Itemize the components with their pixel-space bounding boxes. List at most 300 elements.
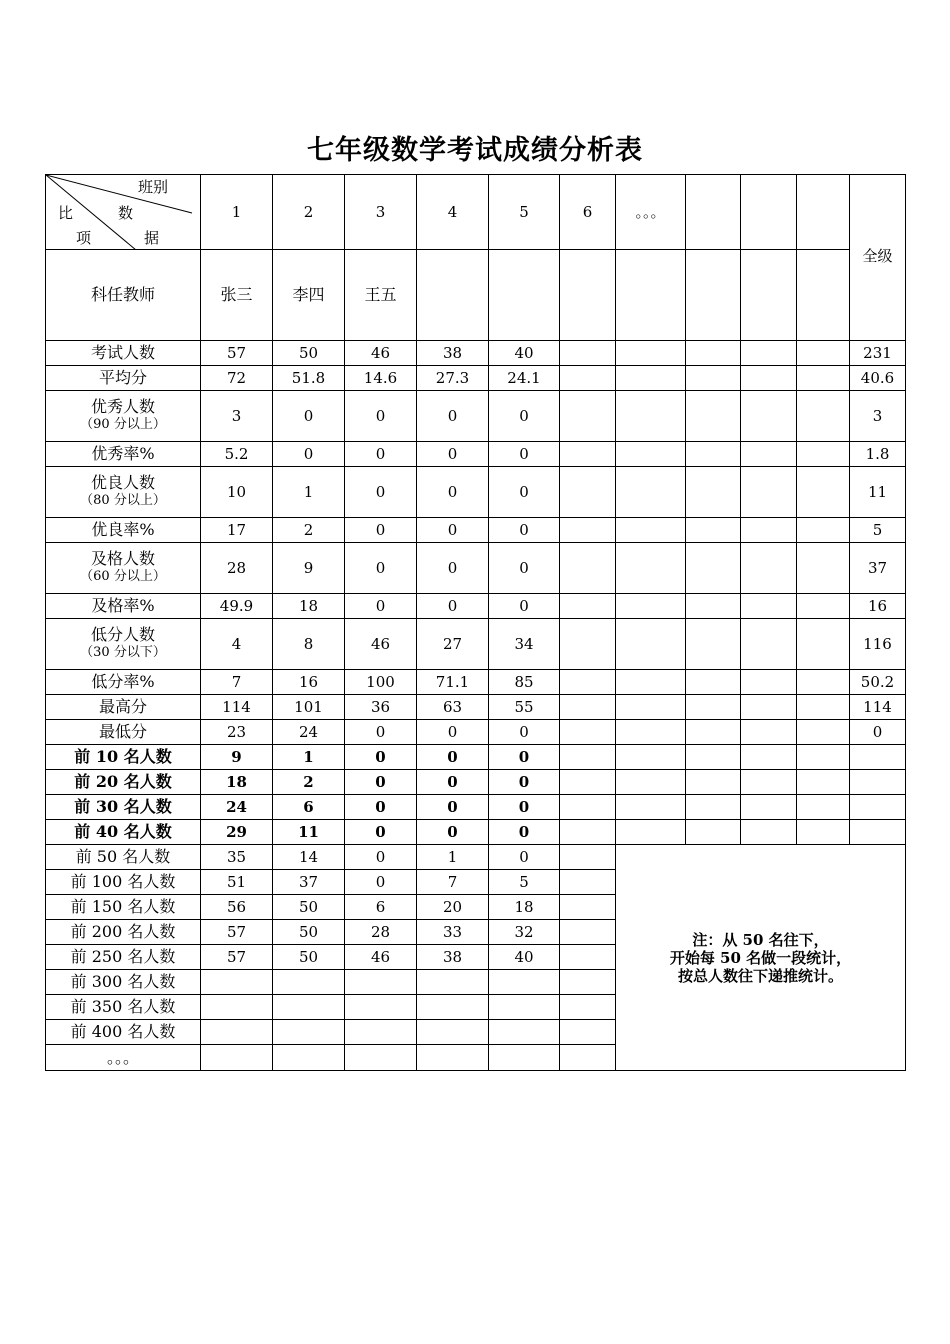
teacher-row [46, 250, 906, 341]
value-cell: 1 [273, 745, 345, 770]
stat-row [46, 594, 906, 619]
empty-cell [686, 467, 741, 518]
value-cell: 3 [201, 391, 273, 442]
empty-cell [797, 820, 850, 845]
empty-cell [741, 795, 797, 820]
empty-cell [686, 720, 741, 745]
value-cell: 6 [273, 795, 345, 820]
empty-cell [741, 770, 797, 795]
stat-row [46, 467, 906, 518]
value-cell: 0 [345, 594, 417, 619]
empty-cell [741, 543, 797, 594]
teacher-cell [741, 250, 797, 341]
empty-cell [560, 845, 616, 870]
row-label [46, 695, 201, 720]
value-cell: 40 [489, 341, 560, 366]
top-rank-row [46, 820, 906, 845]
grade-total-cell: 3 [850, 391, 906, 442]
empty-cell [560, 995, 616, 1020]
value-cell: 38 [417, 341, 489, 366]
empty-cell [686, 619, 741, 670]
empty-cell [686, 820, 741, 845]
empty-cell [741, 442, 797, 467]
empty-cell [560, 945, 616, 970]
stat-row [46, 720, 906, 745]
value-cell: 0 [489, 442, 560, 467]
row-label [46, 442, 201, 467]
empty-cell [616, 543, 686, 594]
value-cell: 14 [273, 845, 345, 870]
value-cell: 35 [201, 845, 273, 870]
empty-cell [616, 366, 686, 391]
value-cell: 33 [417, 920, 489, 945]
class-8-header [686, 175, 741, 250]
empty-cell [560, 543, 616, 594]
stat-row [46, 518, 906, 543]
value-cell: 0 [345, 795, 417, 820]
value-cell: 8 [273, 619, 345, 670]
empty-cell [741, 366, 797, 391]
class-5-header: 5 [489, 175, 560, 250]
empty-cell [616, 745, 686, 770]
value-cell: 18 [489, 895, 560, 920]
row-label: 前 100 名人数 [46, 870, 201, 895]
row-label-text: 及格率% [91, 596, 155, 615]
note-line2: 开始每 50 名做一段统计， [669, 948, 852, 967]
empty-cell [741, 619, 797, 670]
stat-row [46, 366, 906, 391]
teacher-cell [797, 250, 850, 341]
grade-total-cell: 0 [850, 720, 906, 745]
empty-cell [686, 543, 741, 594]
empty-cell [686, 341, 741, 366]
value-cell: 50 [273, 895, 345, 920]
grade-total-cell: 231 [850, 341, 906, 366]
value-cell [201, 970, 273, 995]
empty-cell [686, 670, 741, 695]
empty-cell [741, 594, 797, 619]
empty-cell [616, 391, 686, 442]
value-cell: 0 [417, 467, 489, 518]
grade-total-cell: 40.6 [850, 366, 906, 391]
row-label-text: 最高分 [98, 697, 147, 716]
value-cell: 46 [345, 341, 417, 366]
row-label [46, 720, 201, 745]
value-cell: 27.3 [417, 366, 489, 391]
value-cell: 5 [489, 870, 560, 895]
value-cell: 16 [273, 670, 345, 695]
value-cell: 18 [273, 594, 345, 619]
value-cell [417, 995, 489, 1020]
diag-label-bi: 比 [58, 204, 74, 222]
value-cell: 72 [201, 366, 273, 391]
value-cell: 9 [273, 543, 345, 594]
value-cell: 40 [489, 945, 560, 970]
empty-cell [797, 366, 850, 391]
value-cell: 7 [417, 870, 489, 895]
class-2-header: 2 [273, 175, 345, 250]
value-cell: 57 [201, 945, 273, 970]
value-cell: 0 [489, 594, 560, 619]
empty-cell [560, 619, 616, 670]
teacher-cell: 张三 [201, 250, 273, 341]
value-cell: 14.6 [345, 366, 417, 391]
value-cell: 27 [417, 619, 489, 670]
value-cell: 28 [201, 543, 273, 594]
value-cell: 0 [489, 518, 560, 543]
grade-total-header: 全级 [850, 175, 906, 341]
value-cell: 36 [345, 695, 417, 720]
row-label-text: 平均分 [98, 368, 147, 387]
value-cell: 57 [201, 341, 273, 366]
empty-cell [560, 391, 616, 442]
value-cell [273, 1045, 345, 1071]
value-cell: 46 [345, 619, 417, 670]
row-label-sub: （80 分以上） [80, 493, 166, 508]
value-cell: 100 [345, 670, 417, 695]
value-cell: 0 [345, 442, 417, 467]
empty-cell [560, 895, 616, 920]
empty-cell [560, 745, 616, 770]
empty-cell [686, 795, 741, 820]
class-3-header: 3 [345, 175, 417, 250]
row-label-text: 考试人数 [90, 343, 155, 362]
header-row [46, 175, 906, 250]
row-label [46, 594, 201, 619]
row-label-text: 低分人数 [90, 625, 155, 644]
value-cell: 7 [201, 670, 273, 695]
empty-cell [616, 341, 686, 366]
empty-cell [560, 695, 616, 720]
row-label: 前 200 名人数 [46, 920, 201, 945]
row-label-text: 优良率% [91, 520, 155, 539]
diag-label-class: 班别 [138, 178, 169, 196]
value-cell: 11 [273, 820, 345, 845]
class-10-header [797, 175, 850, 250]
value-cell: 0 [489, 467, 560, 518]
empty-cell [741, 391, 797, 442]
value-cell: 51.8 [273, 366, 345, 391]
value-cell: 0 [489, 543, 560, 594]
value-cell: 0 [417, 745, 489, 770]
empty-cell [560, 820, 616, 845]
grade-total-cell: 1.8 [850, 442, 906, 467]
empty-cell [741, 341, 797, 366]
teacher-cell: 王五 [345, 250, 417, 341]
empty-cell [797, 391, 850, 442]
value-cell: 0 [489, 845, 560, 870]
value-cell: 0 [489, 820, 560, 845]
empty-cell [560, 720, 616, 745]
grade-total-cell: 116 [850, 619, 906, 670]
value-cell [489, 995, 560, 1020]
empty-cell [560, 770, 616, 795]
class-9-header [741, 175, 797, 250]
row-label [46, 366, 201, 391]
value-cell: 57 [201, 920, 273, 945]
top-rank-row [46, 745, 906, 770]
empty-cell [797, 543, 850, 594]
value-cell: 29 [201, 820, 273, 845]
value-cell [201, 1045, 273, 1071]
value-cell: 34 [489, 619, 560, 670]
value-cell [489, 1020, 560, 1045]
value-cell: 0 [417, 442, 489, 467]
value-cell: 0 [417, 518, 489, 543]
value-cell [417, 1020, 489, 1045]
empty-cell [686, 745, 741, 770]
value-cell [489, 1045, 560, 1071]
value-cell: 0 [345, 820, 417, 845]
empty-cell [686, 391, 741, 442]
empty-cell [797, 442, 850, 467]
value-cell [417, 970, 489, 995]
value-cell: 0 [345, 391, 417, 442]
value-cell [273, 1020, 345, 1045]
row-label: 前 350 名人数 [46, 995, 201, 1020]
empty-cell [797, 720, 850, 745]
value-cell: 5.2 [201, 442, 273, 467]
empty-cell [850, 745, 906, 770]
row-label [46, 341, 201, 366]
value-cell: 2 [273, 518, 345, 543]
value-cell [345, 995, 417, 1020]
empty-cell [560, 594, 616, 619]
empty-cell [741, 467, 797, 518]
empty-cell [741, 745, 797, 770]
rank-row [46, 845, 906, 870]
empty-cell [797, 670, 850, 695]
row-label-text: 优秀人数 [90, 397, 155, 416]
empty-cell [741, 695, 797, 720]
value-cell: 56 [201, 895, 273, 920]
value-cell: 0 [417, 543, 489, 594]
empty-cell [797, 467, 850, 518]
row-label [46, 391, 201, 442]
value-cell: 63 [417, 695, 489, 720]
row-label-text: 低分率% [91, 672, 155, 691]
value-cell: 114 [201, 695, 273, 720]
value-cell: 9 [201, 745, 273, 770]
diag-label-ju: 据 [144, 229, 160, 247]
value-cell [489, 970, 560, 995]
value-cell [345, 970, 417, 995]
value-cell: 17 [201, 518, 273, 543]
stat-row [46, 619, 906, 670]
empty-cell [741, 720, 797, 745]
value-cell: 0 [417, 391, 489, 442]
value-cell: 0 [489, 720, 560, 745]
empty-cell [797, 518, 850, 543]
empty-cell [560, 670, 616, 695]
row-label [46, 619, 201, 670]
stat-row [46, 543, 906, 594]
empty-cell [616, 467, 686, 518]
teacher-cell [616, 250, 686, 341]
empty-cell [560, 341, 616, 366]
value-cell [345, 1045, 417, 1071]
value-cell [201, 1020, 273, 1045]
row-label-text: 最低分 [98, 722, 147, 741]
class-1-header: 1 [201, 175, 273, 250]
empty-cell [741, 820, 797, 845]
value-cell: 0 [417, 720, 489, 745]
value-cell: 0 [345, 543, 417, 594]
empty-cell [560, 795, 616, 820]
value-cell: 4 [201, 619, 273, 670]
value-cell: 1 [417, 845, 489, 870]
empty-cell [616, 695, 686, 720]
teacher-cell [686, 250, 741, 341]
value-cell: 0 [345, 845, 417, 870]
value-cell: 0 [417, 770, 489, 795]
value-cell: 0 [489, 745, 560, 770]
diag-label-shu: 数 [118, 204, 134, 222]
empty-cell [560, 870, 616, 895]
value-cell: 101 [273, 695, 345, 720]
row-label: 前 250 名人数 [46, 945, 201, 970]
value-cell: 85 [489, 670, 560, 695]
note-line3: 按总人数往下递推统计。 [677, 966, 843, 985]
note-line1: 注：从 50 名往下， [692, 930, 829, 949]
empty-cell [741, 670, 797, 695]
row-label-sub: （90 分以上） [80, 417, 166, 432]
value-cell: 0 [489, 795, 560, 820]
empty-cell [686, 594, 741, 619]
row-label: 前 40 名人数 [46, 820, 201, 845]
stat-row [46, 391, 906, 442]
row-label: 前 20 名人数 [46, 770, 201, 795]
table-body [46, 175, 906, 1071]
empty-cell [616, 720, 686, 745]
row-label-sub: （60 分以上） [80, 569, 166, 584]
empty-cell [560, 920, 616, 945]
stat-row [46, 442, 906, 467]
row-label [46, 670, 201, 695]
grade-total-cell: 11 [850, 467, 906, 518]
empty-cell [616, 770, 686, 795]
value-cell: 20 [417, 895, 489, 920]
class-4-header: 4 [417, 175, 489, 250]
value-cell: 28 [345, 920, 417, 945]
empty-cell [560, 442, 616, 467]
row-label [46, 467, 201, 518]
value-cell: 18 [201, 770, 273, 795]
row-label: 。。。 [46, 1045, 201, 1071]
grade-total-cell: 114 [850, 695, 906, 720]
empty-cell [616, 670, 686, 695]
value-cell: 6 [345, 895, 417, 920]
score-analysis-table [45, 174, 906, 1071]
empty-cell [560, 518, 616, 543]
value-cell: 0 [273, 442, 345, 467]
row-label-text: 优秀率% [91, 444, 155, 463]
value-cell: 24 [201, 795, 273, 820]
empty-cell [797, 341, 850, 366]
empty-cell [797, 795, 850, 820]
empty-cell [850, 795, 906, 820]
value-cell: 51 [201, 870, 273, 895]
empty-cell [616, 619, 686, 670]
page-title: 七年级数学考试成绩分析表 [307, 135, 643, 166]
value-cell: 71.1 [417, 670, 489, 695]
grade-total-cell: 50.2 [850, 670, 906, 695]
grade-total-cell: 37 [850, 543, 906, 594]
empty-cell [560, 970, 616, 995]
value-cell: 24 [273, 720, 345, 745]
row-label [46, 543, 201, 594]
row-label: 前 30 名人数 [46, 795, 201, 820]
value-cell: 1 [273, 467, 345, 518]
empty-cell [686, 695, 741, 720]
value-cell: 50 [273, 341, 345, 366]
teacher-cell [489, 250, 560, 341]
empty-cell [616, 820, 686, 845]
value-cell: 46 [345, 945, 417, 970]
empty-cell [616, 518, 686, 543]
top-rank-row [46, 795, 906, 820]
value-cell: 0 [345, 770, 417, 795]
class-6-header: 6 [560, 175, 616, 250]
value-cell [273, 970, 345, 995]
value-cell: 0 [345, 870, 417, 895]
row-label-sub: （30 分以下） [80, 645, 166, 660]
row-label: 前 300 名人数 [46, 970, 201, 995]
empty-cell [686, 518, 741, 543]
empty-cell [616, 442, 686, 467]
empty-cell [850, 820, 906, 845]
value-cell: 0 [345, 720, 417, 745]
teacher-cell [560, 250, 616, 341]
value-cell: 50 [273, 920, 345, 945]
empty-cell [797, 770, 850, 795]
empty-cell [686, 770, 741, 795]
value-cell [273, 995, 345, 1020]
stat-row [46, 341, 906, 366]
empty-cell [560, 467, 616, 518]
stat-row [46, 670, 906, 695]
empty-cell [686, 442, 741, 467]
grade-total-cell: 16 [850, 594, 906, 619]
value-cell: 23 [201, 720, 273, 745]
value-cell: 0 [345, 745, 417, 770]
row-label [46, 518, 201, 543]
value-cell: 0 [345, 467, 417, 518]
empty-cell [616, 795, 686, 820]
empty-cell [560, 1020, 616, 1045]
row-label-text: 及格人数 [90, 549, 155, 568]
empty-cell [797, 695, 850, 720]
empty-cell [616, 594, 686, 619]
value-cell: 0 [417, 795, 489, 820]
value-cell: 24.1 [489, 366, 560, 391]
value-cell: 37 [273, 870, 345, 895]
value-cell: 2 [273, 770, 345, 795]
value-cell [345, 1020, 417, 1045]
teacher-row-label: 科任教师 [46, 250, 201, 341]
grade-total-cell: 5 [850, 518, 906, 543]
value-cell: 0 [417, 820, 489, 845]
teacher-cell [417, 250, 489, 341]
empty-cell [797, 594, 850, 619]
teacher-cell: 李四 [273, 250, 345, 341]
empty-cell [797, 745, 850, 770]
empty-cell [686, 366, 741, 391]
empty-cell [560, 1045, 616, 1071]
top-rank-row [46, 770, 906, 795]
row-label: 前 400 名人数 [46, 1020, 201, 1045]
empty-cell [741, 518, 797, 543]
